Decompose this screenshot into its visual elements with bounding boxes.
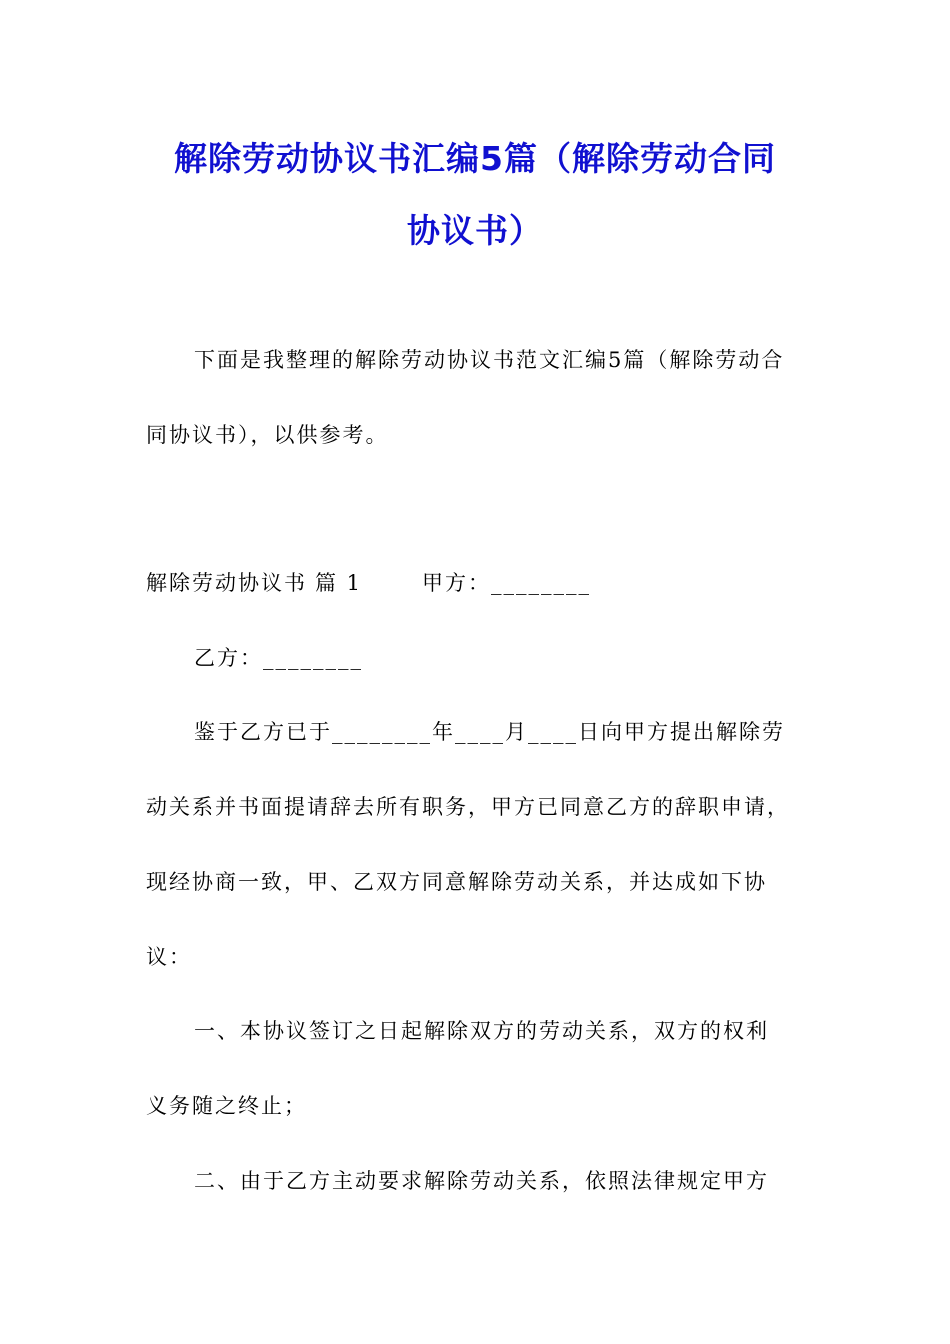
para1-line-2: 动关系并书面提请辞去所有职务，甲方已同意乙方的辞职申请，: [146, 795, 790, 819]
party-b-field: 乙方：________: [194, 646, 363, 670]
party-a-field: 甲方：________: [422, 571, 592, 595]
para2-line-2: 义务随之终止；: [146, 1094, 307, 1118]
document-title-line-1: 解除劳动协议书汇编5篇（解除劳动合同: [174, 139, 776, 178]
section-heading: 解除劳动协议书: [146, 571, 307, 595]
para1-line-1: 鉴于乙方已于________年____月____日向甲方提出解除劳: [194, 720, 785, 744]
para3-line-1: 二、由于乙方主动要求解除劳动关系，依照法律规定甲方: [194, 1169, 769, 1193]
para1-line-3: 现经协商一致，甲、乙双方同意解除劳动关系，并达成如下协: [146, 870, 767, 894]
document-title-line-2: 协议书）: [407, 211, 543, 250]
section-heading-row: [146, 568, 591, 598]
para1-line-4: 议：: [146, 945, 192, 969]
section-part-label: 篇 1: [315, 571, 363, 595]
intro-line-2: 同协议书），以供参考。: [146, 423, 389, 447]
para2-line-1: 一、本协议签订之日起解除双方的劳动关系，双方的权利: [194, 1019, 769, 1043]
intro-line-1: 下面是我整理的解除劳动协议书范文汇编5篇（解除劳动合: [194, 348, 785, 372]
